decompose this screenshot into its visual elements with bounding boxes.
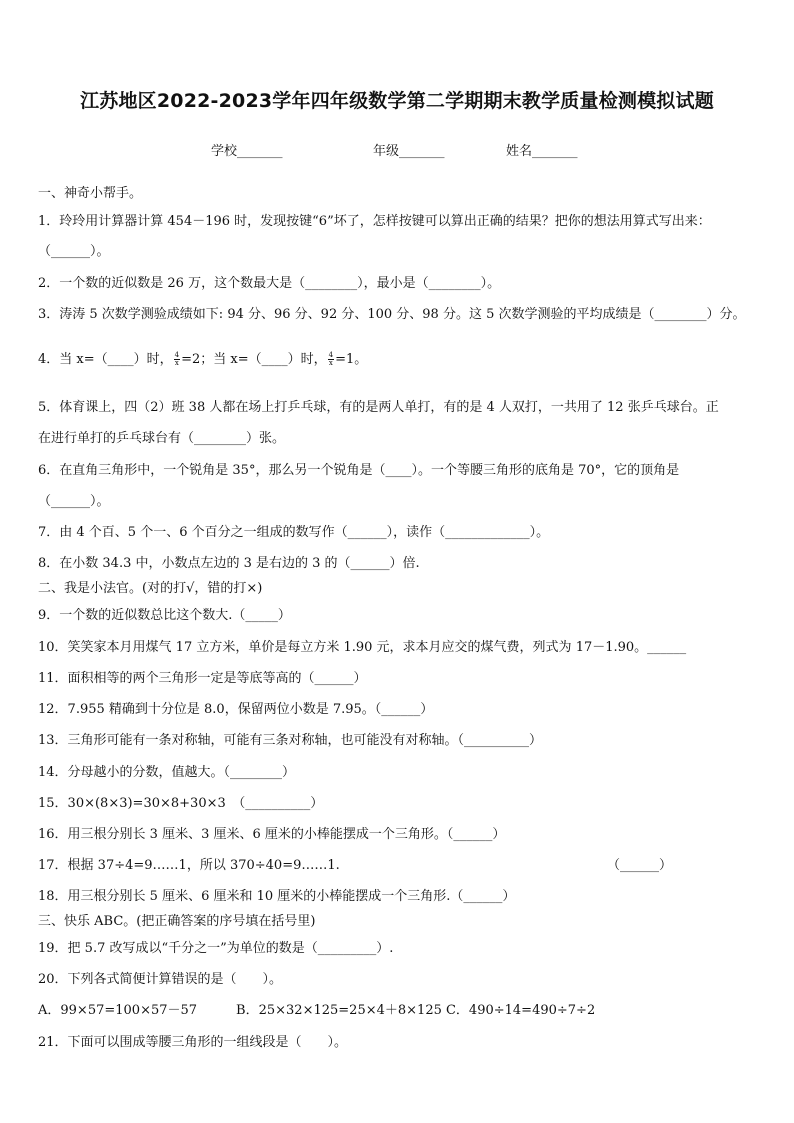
question-2: 2．一个数的近似数是 26 万，这个数最大是（________），最小是（________）。 (38, 276, 501, 291)
question-20-options: A．99×57=100×57－57 B．25×32×125=25×4＋8×125 C．490÷14=490÷7÷2 (38, 1003, 596, 1018)
question-16: 16．用三根分别长 3 厘米、3 厘米、6 厘米的小棒能摆成一个三角形。（______） (38, 827, 506, 842)
question-3: 3．涛涛 5 次数学测验成绩如下: 94 分、96 分、92 分、100 分、98 分。这 5 次数学测验的平均成绩是（________）分。 (38, 307, 746, 322)
question-4 (38, 348, 794, 367)
school-field: 学校_______ (211, 144, 283, 159)
fraction-1-denominator: x (174, 359, 179, 367)
question-6-answer: （______）。 (38, 494, 110, 509)
question-17-answer: （______） (607, 858, 673, 873)
question-19: 19．把 5.7 改写成以“千分之一”为单位的数是（_________）. (38, 941, 394, 956)
question-7: 7．由 4 个百、5 个一、6 个百分之一组成的数写作（______），读作（_____________）。 (38, 525, 550, 540)
question-4-part-b: =2；当 x=（____）时， (181, 352, 327, 367)
question-20: 20．下列各式简便计算错误的是（ ）。 (38, 972, 283, 987)
section-3-heading: 三、快乐 ABC。(把正确答案的序号填在括号里) (38, 914, 316, 929)
question-9: 9．一个数的近似数总比这个数大.（_____） (38, 608, 291, 623)
question-10: 10．笑笑家本月用煤气 17 立方米，单价是每立方米 1.90 元，求本月应交的煤气费，列式为 17－1.90。______ (38, 640, 687, 655)
question-11: 11．面积相等的两个三角形一定是等底等高的（______） (38, 671, 367, 686)
fraction-2-numerator: 4 (328, 351, 334, 359)
question-12: 12．7.955 精确到十分位是 8.0，保留两位小数是 7.95。（______） (38, 702, 434, 717)
question-21: 21．下面可以围成等腰三角形的一组线段是（ ）。 (38, 1035, 348, 1050)
fraction-1-numerator: 4 (174, 351, 180, 359)
section-1-heading: 一、神奇小帮手。 (38, 186, 143, 201)
question-6: 6．在直角三角形中，一个锐角是 35°，那么另一个锐角是（____）。一个等腰三角形的底角是 70°，它的顶角是 (38, 463, 680, 478)
question-18: 18．用三根分别长 5 厘米、6 厘米和 10 厘米的小棒能摆成一个三角形.（______） (38, 889, 516, 904)
grade-field: 年级_______ (373, 144, 445, 159)
question-4-part-c: =1。 (335, 352, 368, 367)
question-15: 15．30×(8×3)=30×8+30×3 （__________） (38, 796, 324, 811)
question-1: 1．玲玲用计算器计算 454－196 时，发现按键“6”坏了，怎样按键可以算出正确的结果？把你的想法用算式写出来： (38, 214, 711, 229)
question-4-part-a: 4．当 x=（____）时， (38, 352, 173, 367)
question-17: 17．根据 37÷4=9……1，所以 370÷40=9……1. (38, 858, 340, 873)
page-title: 江苏地区2022-2023学年四年级数学第二学期期末教学质量检测模拟试题 (80, 90, 714, 112)
question-1-answer: （______）。 (38, 244, 110, 259)
fraction-1 (174, 352, 180, 367)
name-field: 姓名_______ (506, 144, 578, 159)
question-5: 5．体育课上，四（2）班 38 人都在场上打乒乓球，有的是两人单打，有的是 4 人双打，一共用了 12 张乒乓球台。正 (38, 400, 719, 415)
fraction-2-denominator: x (328, 359, 333, 367)
section-2-heading: 二、我是小法官。(对的打√，错的打×) (38, 581, 263, 596)
question-14: 14．分母越小的分数，值越大。（________） (38, 765, 296, 780)
fraction-2 (328, 352, 334, 367)
question-13: 13．三角形可能有一条对称轴，可能有三条对称轴，也可能没有对称轴。（__________） (38, 733, 543, 748)
question-5-continued: 在进行单打的乒乓球台有（________）张。 (38, 431, 286, 446)
question-8: 8．在小数 34.3 中，小数点左边的 3 是右边的 3 的（______）倍. (38, 556, 420, 571)
